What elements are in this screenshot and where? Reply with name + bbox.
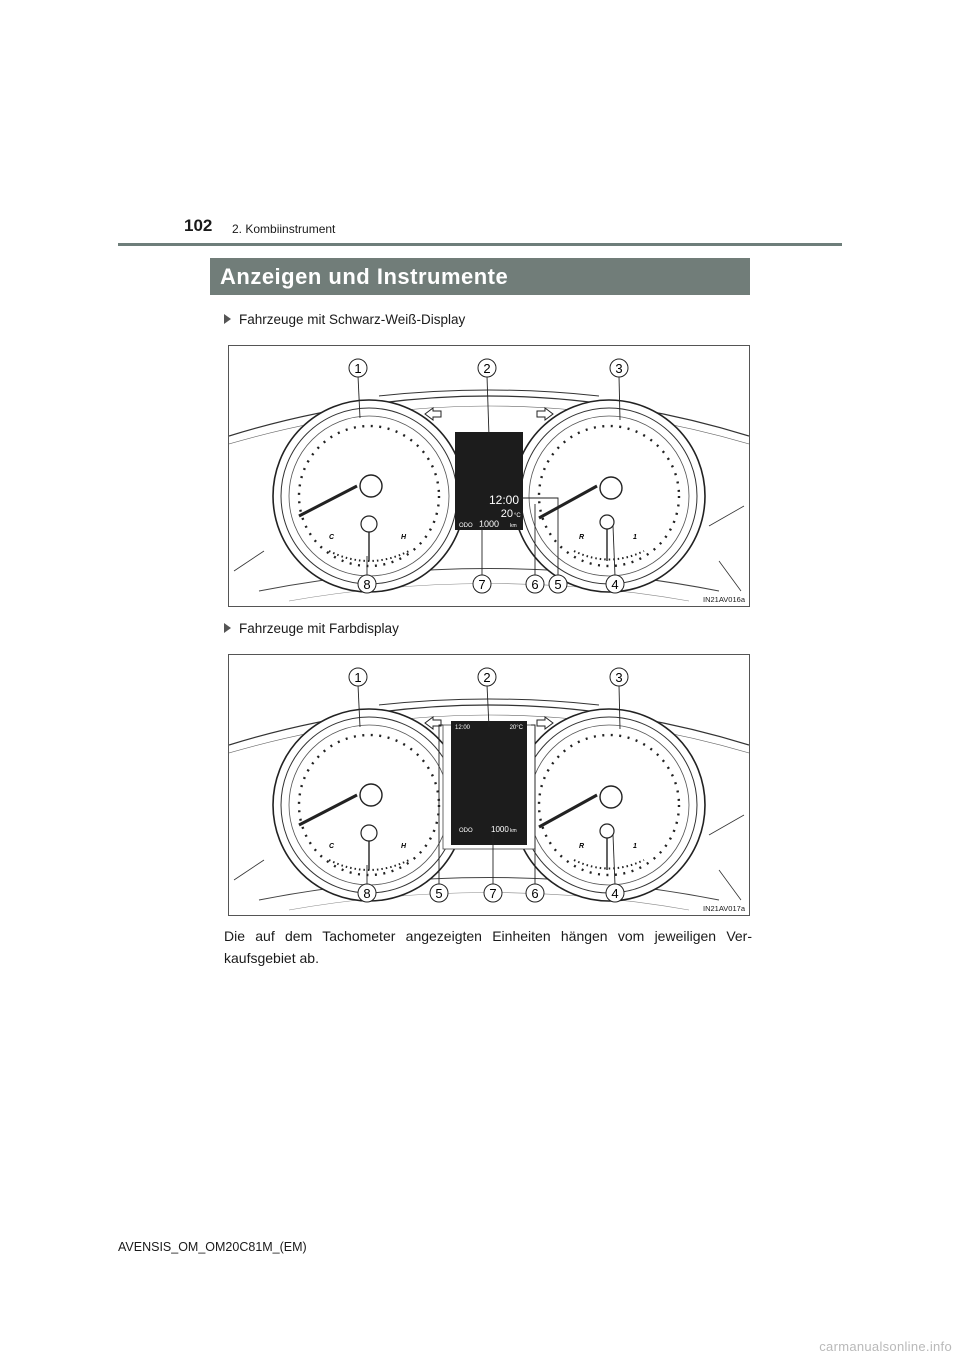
callout-8: 8 <box>363 577 371 592</box>
instrument-cluster-illustration <box>229 655 749 915</box>
callout-7: 7 <box>478 577 486 592</box>
callout-3: 3 <box>615 361 623 376</box>
display-temp-unit: °C <box>514 513 521 519</box>
chapter-title: 2. Kombiinstrument <box>232 222 336 236</box>
callout-5: 5 <box>435 886 443 901</box>
callout-1: 1 <box>354 361 362 376</box>
variant-label-text: Fahrzeuge mit Farbdisplay <box>239 621 399 636</box>
callout-5: 5 <box>554 577 562 592</box>
page-number: 102 <box>184 216 213 235</box>
cluster-figure-color <box>228 654 750 916</box>
gauge-hot-label: H <box>401 843 407 850</box>
figure-id: IN21AV017a <box>703 904 745 913</box>
watermark: carmanualsonline.info <box>819 1339 952 1354</box>
gauge-hot-label: H <box>401 534 407 541</box>
turn-right-icon <box>537 717 553 729</box>
variant-label-text: Fahrzeuge mit Schwarz-Weiß-Display <box>239 312 466 327</box>
callout-2: 2 <box>483 361 491 376</box>
display-temp: 20 <box>500 508 513 520</box>
callout-7: 7 <box>489 886 497 901</box>
variant-label-color <box>224 621 399 636</box>
callout-4: 4 <box>611 886 619 901</box>
gauge-cold-label: C <box>329 843 335 850</box>
tachometer-gauge <box>513 709 705 901</box>
display-odo-value: 1000 <box>491 825 509 834</box>
display-odo-value: 1000 <box>479 519 500 529</box>
display-odo-unit: km <box>510 523 517 529</box>
figure-id: IN21AV016a <box>703 595 745 604</box>
callout-3: 3 <box>615 670 623 685</box>
tachometer-gauge <box>513 400 705 592</box>
gauge-cold-label: C <box>329 534 335 541</box>
display-odo-label: ODO <box>459 828 473 834</box>
triangle-bullet-icon <box>224 314 231 324</box>
body-paragraph: Die auf dem Tachometer angezeigten Einheiten hängen vom jeweiligen Ver-kaufsgebiet ab. <box>224 928 752 966</box>
cluster-figure-monochrome <box>228 345 750 607</box>
speedometer-gauge <box>273 709 465 901</box>
callout-1: 1 <box>354 670 362 685</box>
callout-2: 2 <box>483 670 491 685</box>
document-code: AVENSIS_OM_OM20C81M_(EM) <box>118 1240 307 1254</box>
display-odo-unit: km <box>510 828 517 834</box>
variant-label-monochrome <box>224 312 465 327</box>
section-title: Anzeigen und Instrumente <box>210 258 750 295</box>
instrument-cluster-illustration <box>229 346 749 606</box>
header-rule <box>118 243 842 246</box>
display-time: 12:00 <box>488 493 519 507</box>
turn-left-icon <box>425 408 441 420</box>
speedometer-gauge <box>273 400 465 592</box>
display-odo-label: ODO <box>459 523 473 529</box>
callout-4: 4 <box>611 577 619 592</box>
gauge-fuel-empty-label: R <box>579 534 585 541</box>
gauge-fuel-full-label: 1 <box>633 843 637 850</box>
callout-6: 6 <box>531 886 539 901</box>
display-time: 12:00 <box>455 725 471 731</box>
turn-right-icon <box>537 408 553 420</box>
gauge-fuel-empty-label: R <box>579 843 585 850</box>
callout-8: 8 <box>363 886 371 901</box>
display-temp: 20°C <box>509 725 523 731</box>
callout-6: 6 <box>531 577 539 592</box>
triangle-bullet-icon <box>224 623 231 633</box>
gauge-fuel-full-label: 1 <box>633 534 637 541</box>
center-display <box>451 721 527 845</box>
